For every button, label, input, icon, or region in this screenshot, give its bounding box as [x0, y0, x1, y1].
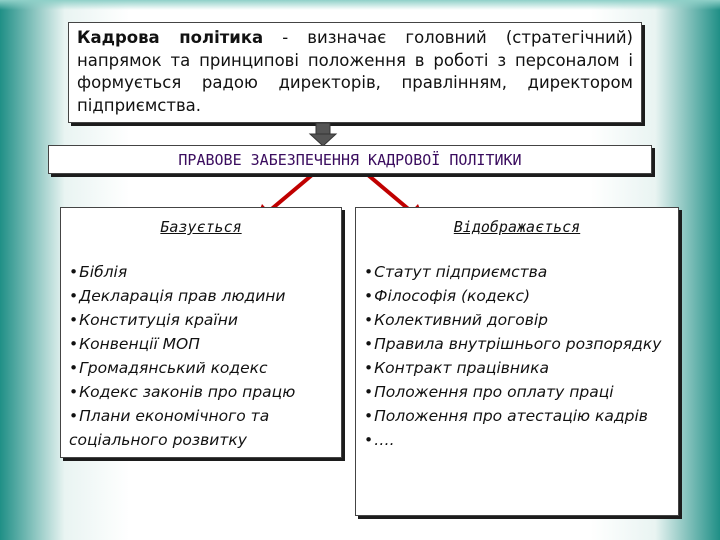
- left-column-heading: Базується: [160, 218, 242, 236]
- right-column-box: [355, 207, 679, 516]
- right-list-item: • Положення про атестацію кадрів: [364, 404, 670, 428]
- left-list-item: • Конституція країни: [69, 308, 333, 332]
- left-list-item: • Плани економічного та соціального розвитку: [69, 404, 333, 452]
- left-list-item: • Конвенції МОП: [69, 332, 333, 356]
- right-list-item: • Положення про оплату праці: [364, 380, 670, 404]
- definition-term: Кадрова політика: [77, 28, 264, 47]
- right-list-item: • Правила внутрішнього розпорядку: [364, 332, 670, 356]
- left-list-item: • Біблія: [69, 260, 333, 284]
- title-box: [48, 145, 652, 174]
- right-list-item: • Контракт працівника: [364, 356, 670, 380]
- right-list-item: • Колективний договір: [364, 308, 670, 332]
- left-list-item: • Кодекс законів про працю: [69, 380, 333, 404]
- left-item-list: [61, 260, 341, 452]
- left-column-box: [60, 207, 342, 458]
- right-column-heading: Відображається: [453, 218, 581, 236]
- down-arrow-icon: [310, 123, 336, 146]
- right-list-item: • ….: [364, 428, 670, 452]
- left-list-item: • Громадянський кодекс: [69, 356, 333, 380]
- left-list-item: • Декларація прав людини: [69, 284, 333, 308]
- right-list-item: • Статут підприємства: [364, 260, 670, 284]
- definition-text: - визначає головний (стратегічний) напрямок та принципові положення в роботі з персоналом і формується радою директорів, правлінням, директором підприємства.: [77, 28, 633, 115]
- right-item-list: [356, 260, 678, 452]
- diagram-title: ПРАВОВЕ ЗАБЕЗПЕЧЕННЯ КАДРОВОЇ ПОЛІТИКИ: [178, 151, 522, 169]
- right-list-item: • Філософія (кодекс): [364, 284, 670, 308]
